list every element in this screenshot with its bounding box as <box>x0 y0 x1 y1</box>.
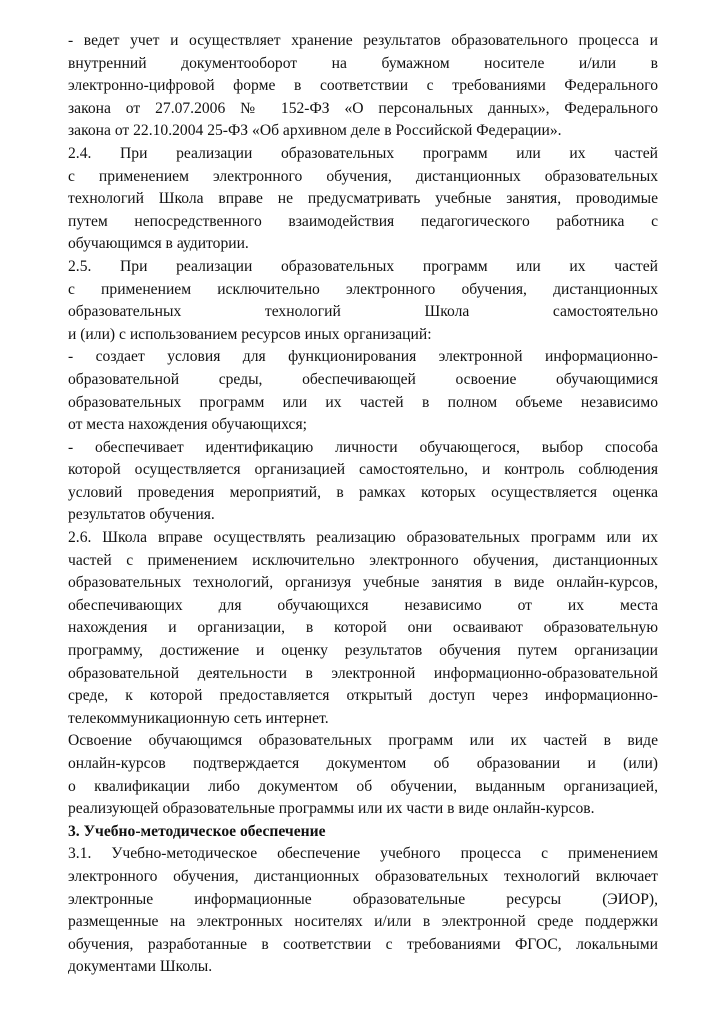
text-line: условий проведения мероприятий, в рамках которых осуществляется оценка <box>68 483 658 501</box>
text-line: электронные информационные образовательные ресурсы (ЭИОР), <box>68 890 658 908</box>
text-line: о квалификации либо документом об обучении, выданным организацией, <box>68 777 658 795</box>
text-line: которой осуществляется организацией самостоятельно, и контроль соблюдения <box>68 461 658 479</box>
text-line: образовательных технологий Школа самостоятельно <box>68 303 658 321</box>
text-line: электронно-цифровой форме в соответствии с требованиями Федерального <box>68 77 658 95</box>
text-line: с применением электронного обучения, дистанционных образовательных <box>68 167 658 185</box>
text-line: от места нахождения обучающихся; <box>68 416 307 434</box>
document-page <box>68 30 658 979</box>
text-line: закона от 22.10.2004 25-ФЗ «Об архивном деле в Российской Федерации». <box>68 122 562 140</box>
text-line: онлайн-курсов подтверждается документом об образовании и (или) <box>68 755 658 772</box>
text-line: внутренний документооборот на бумажном носителе и/или в <box>68 54 658 72</box>
text-line: обучающимся в аудитории. <box>68 235 249 253</box>
text-line: 3.1. Учебно-методическое обеспечение учебного процесса с применением <box>68 845 658 863</box>
text-line: среде, к которой предоставляется открытый доступ через информационно- <box>68 687 658 705</box>
text-line: результатов обучения. <box>68 506 215 524</box>
text-line: обучения, разработанные в соответствии с требованиями ФГОС, локальными <box>68 935 658 953</box>
text-line: технологий Школа вправе не предусматривать учебные занятия, проводимые <box>68 190 658 208</box>
text-line: программу, достижение и оценку результатов обучения путем организации <box>68 642 658 660</box>
text-line: с применением исключительно электронного обучения, дистанционных <box>68 280 658 298</box>
text-line: Освоение обучающимся образовательных программ или их частей в виде <box>68 732 658 750</box>
text-line: электронного обучения, дистанционных образовательных технологий включает <box>68 867 658 885</box>
document-body <box>68 30 658 979</box>
text-line: - создает условия для функционирования электронной информационно- <box>68 348 658 366</box>
text-line: образовательной деятельности в электронной информационно-образовательной <box>68 664 658 682</box>
text-line: путем непосредственного взаимодействия педагогического работника с <box>68 212 658 230</box>
text-line: реализующей образовательные программы или их части в виде онлайн-курсов. <box>68 800 595 818</box>
text-line: образовательных программ или их частей в полном объеме независимо <box>68 393 658 411</box>
text-line: телекоммуникационную сеть интернет. <box>68 709 329 727</box>
text-line: размещенные на электронных носителях и/или в электронной среде поддержки <box>68 913 658 931</box>
text-line: нахождения и организации, в которой они осваивают образовательную <box>68 619 658 637</box>
section-heading: 3. Учебно-методическое обеспечение <box>68 822 326 840</box>
text-line: частей с применением исключительно электронного обучения, дистанционных <box>68 551 658 569</box>
text-line: - ведет учет и осуществляет хранение результатов образовательного процесса и <box>68 32 658 49</box>
text-line: закона от 27.07.2006 № 152-ФЗ «О персональных данных», Федерального <box>68 99 658 117</box>
text-line: обеспечивающих для обучающихся независимо от их места <box>68 596 658 614</box>
text-line: 2.6. Школа вправе осуществлять реализацию образовательных программ или их <box>68 529 658 547</box>
text-line: документами Школы. <box>68 958 213 976</box>
text-line: 2.5. При реализации образовательных программ или их частей <box>68 257 658 275</box>
text-line: образовательной среды, обеспечивающей освоение обучающимися <box>68 370 658 388</box>
text-line: образовательных технологий, организуя учебные занятия в виде онлайн-курсов, <box>68 574 658 592</box>
text-line: 2.4. При реализации образовательных программ или их частей <box>68 144 658 162</box>
text-line: - обеспечивает идентификацию личности обучающегося, выбор способа <box>68 438 658 456</box>
text-line: и (или) с использованием ресурсов иных организаций: <box>68 325 432 343</box>
